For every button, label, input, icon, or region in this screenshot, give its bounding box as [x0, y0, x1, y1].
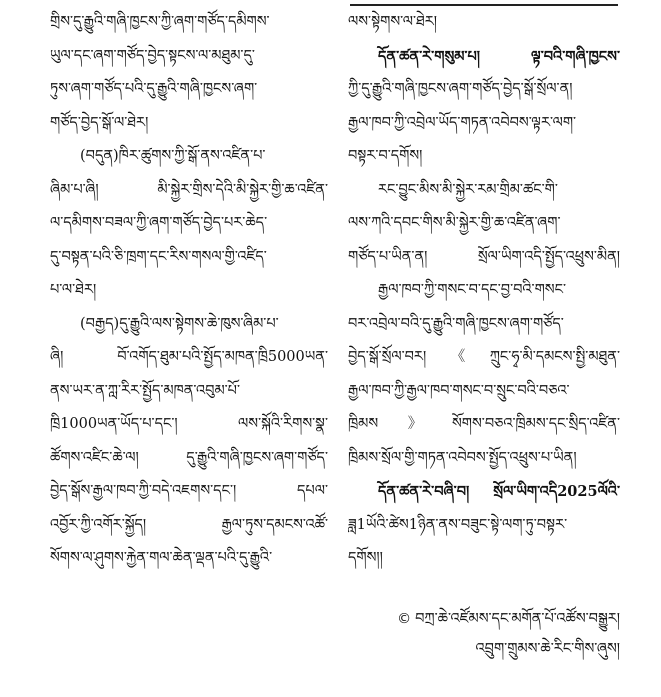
right-line-13: ཁྲིམས》སོགས་བཅའ་ཁྲིམས་དང་སྲིད་འཛིན་ [348, 416, 620, 432]
left-line-12: ནས་ཡར་ན་ཀླ་རིར་སྤྱོད་མཁན་འབུམ་པོ་ [50, 382, 241, 399]
right-line-5: བསྟར་བ་དགོས། [348, 148, 423, 164]
left-line-8: དུ་བསྟན་པའི་ཅི་ཁྲག་དང་རིས་གསལ་གྱི་འཛིད་ [50, 248, 267, 265]
right-line-9: རྒྱལ་ཁབ་ཀྱི་གསང་བ་དང་བྱ་བའི་གསང་ [378, 282, 567, 298]
right-line-12: རྒྱལ་ཁབ་ཀྱི་རྒྱལ་ཁབ་གསང་བ་སྲུང་བའི་བཅའ་ [348, 382, 570, 399]
left-line-6: ཞིམ་པ་ཞི། མི་སྐྱེར་གྲིས་དེའི་མི་སྐྱེར་གྱི་ཆ་འཛིན་ [50, 181, 328, 198]
copyright-symbol: © [397, 611, 412, 627]
credit-line-2: འབྲུག་གྲུམས་ཆེ་རིང་གིས་ཞུས། [475, 641, 620, 657]
credit-translators: བཀྲ་ཆེ་འཛོམས་དང་མགོན་པོ་འཚོས་བསྒྱུར། [415, 611, 620, 627]
translator-credit [370, 604, 620, 664]
right-line-17: དགོས།། [348, 550, 383, 566]
left-line-16: འབྱོར་ཀྱི་འགོར་སྐྱོད། རྒྱལ་ཏུས་དམངས་འཚོ་ [50, 516, 328, 533]
left-line-1: གྲིས་དུ་རྒྱུའི་གཞི་ཁྱངས་ཀྱི་ཞག་གཙོད་དམིགས་ [50, 14, 270, 30]
left-line-11: ཞི། བོ་འགོད་ཐུམ་པའི་སྤྱོད་མཁན་ཁྲི5000ཡན་ [50, 349, 328, 365]
right-column [348, 6, 620, 576]
left-line-3: ཏུས་ཞག་གཙོད་པའི་དུ་རྒྱུའི་གཞི་ཁྱངས་ཞག་ [50, 81, 258, 97]
left-column [50, 6, 328, 576]
left-line-14: ཚོགས་འཛིང་ཆེ་ལ། དུ་རྒྱུའི་གཞི་ཁྱངས་ཞག་གཙོད་ [50, 449, 328, 466]
right-line-4: རྒྱལ་ཁབ་ཀྱི་འབྲེལ་ཡོད་གཏན་འབེབས་ལྟར་ལག་ [348, 114, 577, 131]
left-line-4: གཙོད་བྱེད་སྒོ་ལ་ཐེར། [50, 114, 149, 131]
left-section-8-heading: (བརྒྱད)དུ་རྒྱུའི་ལས་སྟེགས་ཆེ་ཁུས་ཞིམ་པ་ [80, 315, 279, 332]
left-line-7: ལ་དམིགས་བཟལ་ཀྱི་ཞག་གཙོད་བྱེད་པར་ཆེད་ [50, 215, 268, 231]
left-line-15: བྱེད་སྒོས་རྒྱལ་ཁབ་ཀྱི་བདེ་འཇགས་དང་། དཔལ་ [50, 483, 328, 499]
right-line-7: ལས་ཀའི་དབང་གིས་མི་སྐྱེར་གྱི་ཆ་འཛིན་ཞག་ [348, 215, 561, 231]
article-13-heading: དོན་ཚན་རེ་གསུམ་པ། ལྟ་བའི་གཞི་ཁྱངས་ [378, 47, 620, 65]
left-section-7-heading: (བདུན)ཁིར་ཚུགས་ཀྱི་སྒོ་ནས་འཛིན་པ་ [80, 148, 266, 164]
left-line-9: པ་ལ་ཐེར། [50, 282, 97, 298]
right-line-16: ཟླ1ཡོའི་ཚེས1ཉིན་ནས་བཟུང་སྟེ་ལག་ཏུ་བསྟར་ [348, 516, 568, 533]
right-line-1: ལས་སྟེགས་ལ་ཐེར། [348, 14, 438, 30]
right-line-11: བྱེད་སྒོ་སྲོལ་བར།《ཀྲུང་ཧྭ་མི་དམངས་སྤྱི་མཐུན་ [348, 349, 620, 365]
left-line-2: ཡུལ་དང་ཞག་གཙོད་བྱེད་སྟངས་ལ་མཐུམ་དུ་ [50, 47, 255, 64]
left-line-17: སོགས་ལ་ཤུགས་རྐྱེན་གལ་ཆེན་ལྡན་པའི་དུ་རྒྱུའི་ [50, 550, 273, 566]
right-line-6: རང་བྱུང་མིས་མི་སྐྱེར་རམ་གྲིམ་ཚང་གི་ [378, 181, 558, 198]
right-line-10: བར་འབྲེལ་བའི་དུ་རྒྱུའི་གཞི་ཁྱངས་ཞག་གཙོད་ [348, 315, 564, 332]
credit-line-1 [370, 604, 620, 634]
right-line-14: ཁྲིམས་སྲོལ་གྱི་གཏན་འབེབས་སྤྱོད་འཕྲུས་པ་ཡིན། [348, 449, 577, 466]
article-14-heading: དོན་ཚན་རེ་བཞི་བ། སྲོལ་ཡིག་འདི2025ལོའི་ [378, 483, 620, 500]
right-line-3: ཀྱི་དུ་རྒྱུའི་གཞི་ཁྱངས་ཞག་གཙོད་བྱེད་སྒོ་སྲོལ་ན། [348, 81, 573, 97]
right-line-8: གཙོད་པ་ཡིན་ན། སྲོལ་ཡིག་འདི་སྤྱོད་འཕྲུས་མིན། [348, 248, 620, 265]
left-line-13: ཁྲི1000ཡན་ཡོད་པ་དང་། ལས་སྐོའི་རིགས་སྣ་ [50, 416, 328, 432]
